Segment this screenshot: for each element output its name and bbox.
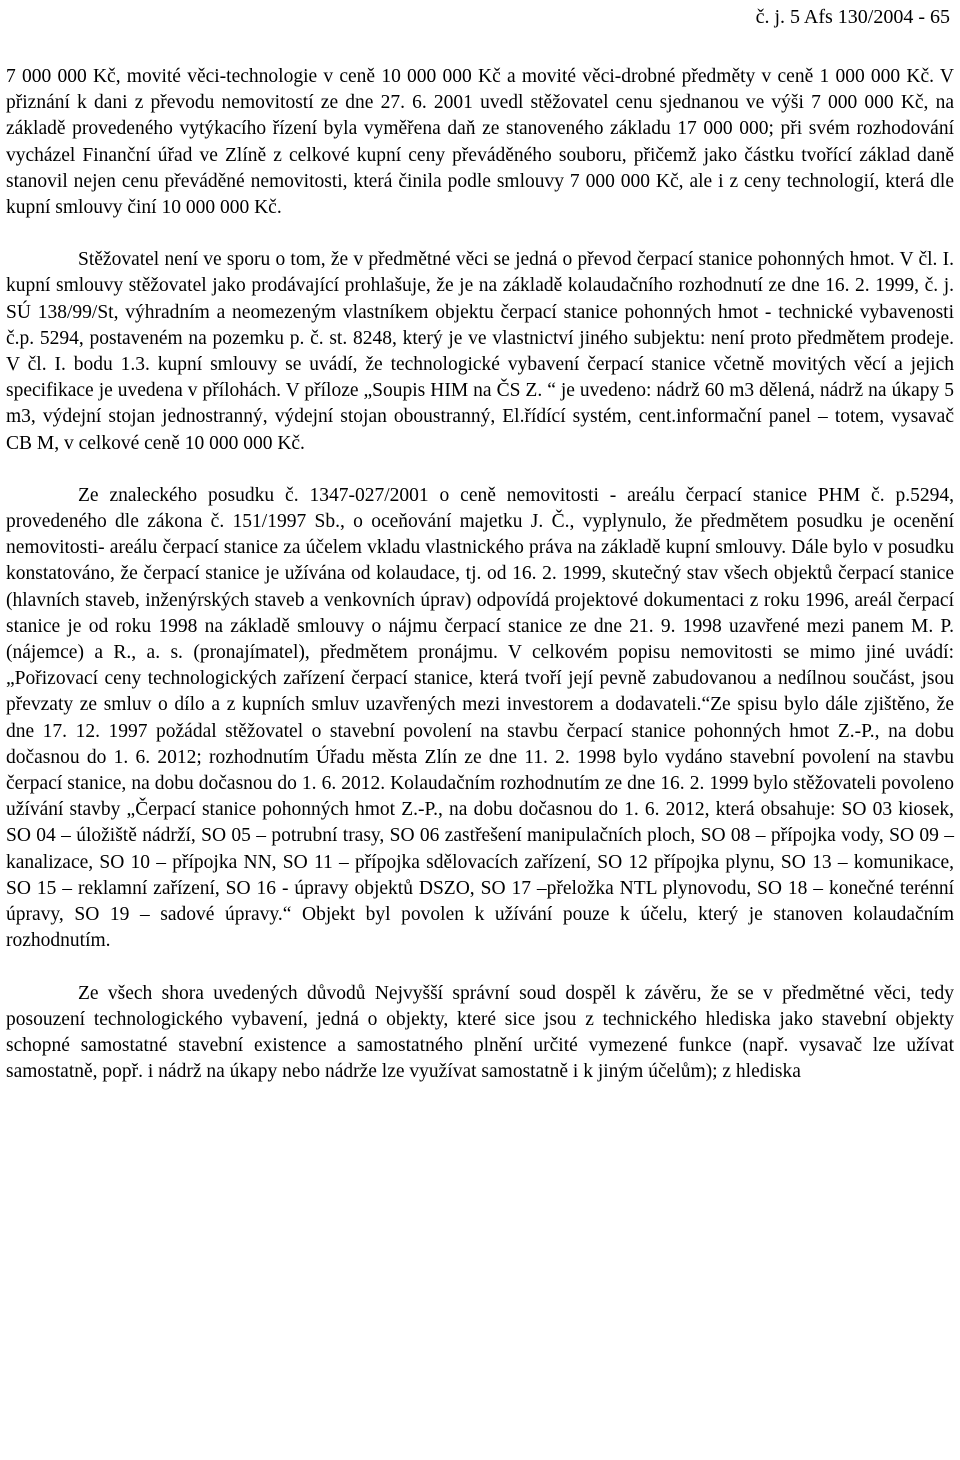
paragraph-gap <box>6 457 954 483</box>
paragraph-transfer-tax: 7 000 000 Kč, movité věci-technologie v ceně 10 000 000 Kč a movité věci-drobné předměty v ceně 1 000 000 Kč. V přiznání k dani z převodu nemovitostí ze dne 27. 6. 2001 uvedl stěžovatel cenu sjednanou ve výši 7 000 000 Kč, na základě provedeného vytýkacího řízení byla vyměřena daň ze stanoveného základu 17 000 000; při svém rozhodování vycházel Finanční úřad ve Zlíně z celkové kupní ceny převáděného souboru, přičemž jako částku tvořící základ daně stanovil nejen cenu převáděné nemovitosti, která činila podle smlouvy 7 000 000 Kč, ale i z ceny technologií, která dle kupní smlouvy činí 10 000 000 Kč. <box>6 66 954 219</box>
paragraph-gap <box>6 221 954 247</box>
paragraph-court-conclusion: Ze všech shora uvedených důvodů Nejvyšší správní soud dospěl k závěru, že se v předmětné věci, tedy posouzení technologického vybavení, jedná o objekty, které sice jsou z technického hlediska jako stavební objekty schopné samostatné stavební existence a samostatného plnění určité vymezené funkce (např. vysavač lze užívat samostatně, popř. i nádrž na úkapy nebo nádrže lze využívat samostatně i k jiným účelům); z hlediska <box>6 982 954 1083</box>
paragraph-gap <box>6 955 954 981</box>
paragraph-expert-opinion: Ze znaleckého posudku č. 1347-027/2001 o ceně nemovitosti - areálu čerpací stanice PHM č. p.5294, provedeného dle zákona č. 151/1997 Sb., o oceňování majetku J. Č., vyplynulo, že předmětem posudku je ocenění nemovitosti- areálu čerpací stanice za účelem vkladu vlastnického práva na základě kupní smlouvy. Dále bylo v posudku konstatováno, že čerpací stanice je užívána od kolaudace, tj. od 16. 2. 1999, skutečný stav všech objektů čerpací stanice (hlavních staveb, inženýrských staveb a venkovních úprav) odpovídá projektové dokumentaci z roku 1996, areál čerpací stanice je od roku 1998 na základě smlouvy o nájmu čerpací stanice ze dne 21. 9. 1998 uzavřené mezi panem M. P. (nájemce) a R., a. s. (pronajímatel), předmětem pronájmu. V celkovém popisu nemovitosti se mimo jiné uvádí: „Pořizovací ceny technologických zařízení čerpací stanice, která tvoří její pevně zabudovanou a nedílnou součást, jsou převzaty ze smluv o dílo a z kupních smluv uzavřených mezi investorem a dodavateli.“Ze spisu bylo dále zjištěno, že dne 17. 12. 1997 požádal stěžovatel o stavební povolení na stavbu čerpací stanice pohonných hmot Z.-P., na dobu dočasnou do 1. 6. 2012; rozhodnutím Úřadu města Zlín ze dne 11. 2. 1998 bylo vydáno stavební povolení na stavbu čerpací stanice, na dobu dočasnou do 1. 6. 2012. Kolaudačním rozhodnutím ze dne 16. 2. 1999 bylo stěžovateli povoleno užívání stavby „Čerpací stanice pohonných hmot Z.-P., na dobu dočasnou do 1. 6. 2012, která obsahuje: SO 03 kiosek, SO 04 – úložiště nádrží, SO 05 – potrubní trasy, SO 06 zastřešení manipulačních ploch, SO 08 – přípojka vody, SO 09 – kanalizace, SO 10 – přípojka NN, SO 11 – přípojka sdělovacích zařízení, SO 12 přípojka plynu, SO 13 – komunikace, SO 15 – reklamní zařízení, SO 16 - úpravy objektů DSZO, SO 17 –přeložka NTL plynovodu, SO 18 – konečné terénní úpravy, SO 19 – sadové úpravy.“ Objekt byl povolen k užívání pouze k účelu, který je stanoven kolaudačním rozhodnutím. <box>6 484 954 952</box>
case-number-header: č. j. 5 Afs 130/2004 - 65 <box>755 6 950 28</box>
paragraph-purchase-contract: Stěžovatel není ve sporu o tom, že v předmětné věci se jedná o převod čerpací stanice pohonných hmot. V čl. I. kupní smlouvy stěžovatel jako prodávající prohlašuje, že je na základě kolaudačního rozhodnutí ze dne 16. 2. 1999, č. j. SÚ 138/99/St, výhradním a neomezeným vlastníkem objektu čerpací stanice pohonných hmot - technické vybavenosti č.p. 5294, postaveném na pozemku p. č. st. 8248, který je ve vlastnictví jiného subjektu: není proto předmětem prodeje. V čl. I. bodu 1.3. kupní smlouvy se uvádí, že technologické vybavení čerpací stanice včetně movitých věcí a jejich specifikace je uvedena v přílohách. V příloze „Soupis HIM na ČS Z. “ je uvedeno: nádrž 60 m3 dělená, nádrž na úkapy 5 m3, výdejní stojan jednostranný, výdejní stojan oboustranný, El.řídící systém, cent.informační panel – totem, vysavač CB M, v celkové ceně 10 000 000 Kč. <box>6 249 954 454</box>
document-body <box>6 64 954 1085</box>
